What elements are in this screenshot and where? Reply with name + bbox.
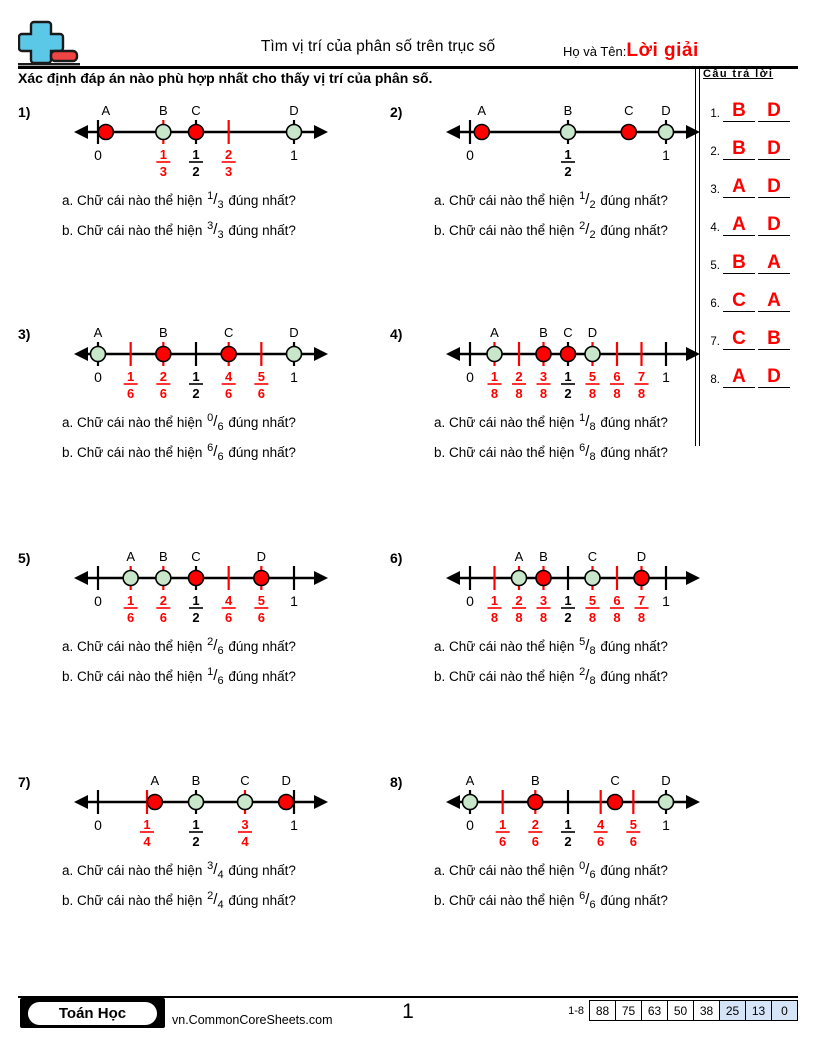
answer-row (703, 274, 803, 312)
number-line-point (536, 571, 551, 586)
question-number: 1) (18, 104, 31, 120)
tick-label: 1 (290, 817, 298, 833)
number-line-point (474, 125, 489, 140)
number-line-point (287, 347, 302, 362)
tick-label-numerator: 1 (490, 593, 499, 608)
tick-label-denominator: 3 (225, 164, 233, 179)
tick-label: 1 (662, 369, 670, 385)
number-line-point (238, 795, 253, 810)
tick-label-denominator: 6 (127, 386, 135, 401)
answer-blank-b[interactable]: D (758, 214, 790, 236)
number-line-point (463, 795, 478, 810)
tick-label: 0 (466, 817, 474, 833)
inline-fraction: $^1/_8$ (579, 412, 596, 433)
tick-label: 0 (94, 817, 102, 833)
number-line-point (189, 571, 204, 586)
question-part-a: a. Chữ cái nào thể hiện $^5/_8$ đúng nhất? (434, 636, 668, 657)
question-number: 3) (18, 326, 31, 342)
tick-label-denominator: 6 (499, 834, 507, 849)
tick-label-denominator: 6 (629, 834, 637, 849)
answer-key-heading: Câu trả lời (703, 68, 774, 80)
tick-label-numerator: 1 (159, 147, 167, 162)
number-line (66, 542, 346, 638)
number-line-container (438, 542, 718, 634)
tick-label-denominator: 8 (490, 386, 499, 401)
number-line-point (189, 795, 204, 810)
inline-fraction: $^1/_2$ (579, 190, 596, 211)
answer-row (703, 312, 803, 350)
score-box-list (589, 1000, 798, 1021)
point-label: C (191, 549, 201, 564)
tick-label-denominator: 8 (490, 610, 499, 625)
tick-label-denominator: 8 (637, 386, 646, 401)
tick-label-numerator: 5 (588, 369, 597, 384)
tick-label-numerator: 1 (127, 369, 135, 384)
tick-label-denominator: 8 (539, 386, 548, 401)
point-label: B (158, 103, 168, 118)
tick-label-denominator: 3 (159, 164, 167, 179)
plus-minus-logo-icon (18, 18, 80, 66)
tick-label-denominator: 4 (143, 834, 151, 849)
tick-label-denominator: 2 (564, 164, 572, 179)
number-line-point (156, 125, 171, 140)
question-number: 2) (390, 104, 403, 120)
answer-row-number: 2. (710, 146, 720, 158)
question-part-a: a. Chữ cái nào thể hiện $^0/_6$ đúng nhất? (62, 412, 296, 433)
tick-label-numerator: 4 (225, 593, 233, 608)
number-line-point (279, 795, 294, 810)
number-line (438, 96, 718, 192)
answer-row (703, 84, 803, 122)
tick-label-numerator: 1 (192, 817, 200, 832)
answer-row-number: 6. (710, 298, 720, 310)
score-box: 63 (642, 1001, 668, 1020)
tick-label-numerator: 5 (257, 593, 265, 608)
tick-label-denominator: 4 (241, 834, 249, 849)
answer-row (703, 236, 803, 274)
score-box: 88 (590, 1001, 616, 1020)
tick-label-numerator: 1 (127, 593, 135, 608)
tick-label: 1 (290, 593, 298, 609)
tick-label-numerator: 6 (613, 369, 621, 384)
tick-label-numerator: 5 (629, 817, 637, 832)
score-box: 0 (772, 1001, 797, 1020)
point-label: C (191, 103, 201, 118)
page-title: Tìm vị trí của phân số trên trục số (260, 38, 496, 55)
point-label: A (465, 773, 475, 788)
tick-label-denominator: 2 (192, 164, 200, 179)
answer-blank-a[interactable]: B (723, 138, 755, 160)
number-line-point (98, 125, 113, 140)
number-line (66, 766, 346, 862)
tick-label-denominator: 8 (515, 386, 523, 401)
point-label: A (477, 103, 487, 118)
answer-blank-b[interactable]: B (758, 328, 790, 350)
point-label: B (530, 773, 540, 788)
question-part-b: b. Chữ cái nào thể hiện $^2/_4$ đúng nhất? (62, 890, 296, 911)
tick-label-denominator: 6 (597, 834, 605, 849)
tick-label-numerator: 2 (515, 369, 523, 384)
tick-label: 1 (662, 817, 670, 833)
tick-label-denominator: 6 (257, 610, 265, 625)
question-part-a: a. Chữ cái nào thể hiện $^2/_6$ đúng nhất? (62, 636, 296, 657)
brand-badge-label: Toán Học (28, 1002, 157, 1025)
score-range-label: 1-8 (568, 1004, 584, 1017)
answer-blank-a[interactable]: C (723, 290, 755, 312)
question-number: 6) (390, 550, 403, 566)
tick-label-denominator: 8 (588, 610, 597, 625)
number-line-point (156, 347, 171, 362)
tick-label-numerator: 1 (192, 369, 200, 384)
tick-label-denominator: 2 (564, 834, 572, 849)
tick-label-numerator: 1 (564, 593, 572, 608)
number-line-point (561, 347, 576, 362)
number-line-container (66, 96, 346, 188)
answer-blank-a[interactable]: A (723, 366, 755, 388)
tick-label-numerator: 6 (613, 593, 621, 608)
question-number: 4) (390, 326, 403, 342)
answer-row-number: 5. (710, 260, 720, 272)
number-line-point (634, 571, 649, 586)
answer-blank-b[interactable]: D (758, 366, 790, 388)
inline-fraction: $^0/_6$ (207, 412, 224, 433)
tick-label-denominator: 8 (539, 610, 548, 625)
question-part-b: b. Chữ cái nào thể hiện $^6/_8$ đúng nhất? (434, 442, 668, 463)
tick-label-numerator: 1 (564, 369, 572, 384)
answer-row-number: 4. (710, 222, 720, 234)
point-label: A (101, 103, 111, 118)
number-line-point (156, 571, 171, 586)
number-line-point (123, 571, 138, 586)
number-line-point (512, 571, 527, 586)
tick-label-numerator: 2 (159, 369, 167, 384)
score-scale (568, 1000, 798, 1021)
tick-label-denominator: 8 (588, 386, 597, 401)
number-line-point (221, 347, 236, 362)
answer-blank-a[interactable]: B (723, 252, 755, 274)
point-label: B (158, 325, 168, 340)
score-box: 75 (616, 1001, 642, 1020)
question-part-b: b. Chữ cái nào thể hiện $^6/_6$ đúng nhất? (62, 442, 296, 463)
name-field-group (563, 40, 699, 62)
answer-key-column (703, 68, 803, 388)
inline-fraction: $^3/_3$ (207, 220, 224, 241)
tick-label-numerator: 1 (499, 817, 507, 832)
answer-row (703, 122, 803, 160)
number-line (438, 542, 718, 638)
number-line-point (561, 125, 576, 140)
tick-label-numerator: 3 (539, 593, 548, 608)
number-line-container (438, 766, 718, 858)
inline-fraction: $^5/_8$ (579, 636, 596, 657)
page-number: 1 (402, 1000, 414, 1023)
question-part-a: a. Chữ cái nào thể hiện $^1/_2$ đúng nhất? (434, 190, 668, 211)
inline-fraction: $^6/_6$ (207, 442, 224, 463)
point-label: C (587, 549, 598, 564)
tick-label: 1 (290, 147, 298, 163)
tick-label-denominator: 8 (613, 386, 621, 401)
inline-fraction: $^0/_6$ (579, 860, 596, 881)
point-label: B (563, 103, 573, 118)
tick-label: 1 (290, 369, 298, 385)
answer-row-number: 8. (710, 374, 720, 386)
number-line-point (147, 795, 162, 810)
tick-label-numerator: 2 (225, 147, 233, 162)
number-line-point (621, 125, 636, 140)
point-label: D (661, 773, 671, 788)
tick-label-numerator: 2 (531, 817, 539, 832)
inline-fraction: $^2/_8$ (579, 666, 596, 687)
point-label: D (289, 103, 299, 118)
number-line (438, 766, 718, 862)
question-part-a: a. Chữ cái nào thể hiện $^1/_3$ đúng nhất? (62, 190, 296, 211)
tick-label-numerator: 2 (159, 593, 167, 608)
point-label: C (610, 773, 620, 788)
number-line-point (659, 125, 674, 140)
answer-row-number: 3. (710, 184, 720, 196)
number-line (66, 96, 346, 192)
question-part-b: b. Chữ cái nào thể hiện $^6/_6$ đúng nhất? (434, 890, 668, 911)
tick-label-numerator: 1 (564, 817, 572, 832)
tick-label-denominator: 6 (257, 386, 265, 401)
inline-fraction: $^2/_2$ (579, 220, 596, 241)
point-label: C (624, 103, 634, 118)
tick-label: 0 (466, 593, 474, 609)
name-label: Họ và Tên: (563, 44, 627, 59)
tick-label-denominator: 2 (192, 834, 200, 849)
answer-blank-b[interactable]: A (758, 252, 790, 274)
tick-label-denominator: 6 (159, 386, 167, 401)
tick-label-numerator: 7 (637, 593, 646, 608)
question-part-a: a. Chữ cái nào thể hiện $^1/_8$ đúng nhất? (434, 412, 668, 433)
inline-fraction: $^2/_4$ (207, 890, 224, 911)
answer-blank-b[interactable]: D (758, 100, 790, 122)
score-box: 25 (720, 1001, 746, 1020)
answer-blank-a[interactable]: B (723, 100, 755, 122)
tick-label-numerator: 7 (637, 369, 646, 384)
tick-label-denominator: 8 (613, 610, 621, 625)
point-label: D (661, 103, 671, 118)
point-label: D (587, 325, 598, 340)
number-line-container (66, 766, 346, 858)
answer-row-number: 7. (710, 336, 720, 348)
number-line-point (659, 795, 674, 810)
tick-label: 0 (94, 369, 102, 385)
number-line (66, 318, 346, 414)
name-value: Lời giải (626, 40, 699, 61)
tick-label-denominator: 2 (192, 610, 200, 625)
answer-row-number: 1. (710, 108, 720, 120)
question-part-a: a. Chữ cái nào thể hiện $^3/_4$ đúng nhất? (62, 860, 296, 881)
answer-row (703, 160, 803, 198)
question-part-b: b. Chữ cái nào thể hiện $^3/_3$ đúng nhất? (62, 220, 296, 241)
tick-label-numerator: 5 (257, 369, 265, 384)
number-line-point (487, 347, 502, 362)
tick-label-denominator: 8 (637, 610, 646, 625)
number-line-point (254, 571, 269, 586)
inline-fraction: $^1/_3$ (207, 190, 224, 211)
inline-fraction: $^1/_6$ (207, 666, 224, 687)
tick-label-denominator: 8 (515, 610, 523, 625)
point-label: D (636, 549, 647, 564)
tick-label-numerator: 1 (143, 817, 151, 832)
inline-fraction: $^6/_6$ (579, 890, 596, 911)
site-url: vn.CommonCoreSheets.com (172, 1013, 333, 1027)
inline-fraction: $^6/_8$ (579, 442, 596, 463)
tick-label-numerator: 5 (588, 593, 597, 608)
point-label: A (150, 773, 160, 788)
tick-label-denominator: 2 (564, 610, 572, 625)
number-line-point (287, 125, 302, 140)
answer-row (703, 350, 803, 388)
point-label: D (256, 549, 267, 564)
score-box: 38 (694, 1001, 720, 1020)
number-line-point (585, 347, 600, 362)
inline-fraction: $^3/_4$ (207, 860, 224, 881)
question-number: 8) (390, 774, 403, 790)
tick-label: 0 (94, 593, 102, 609)
answer-blank-b[interactable]: A (758, 290, 790, 312)
question-part-b: b. Chữ cái nào thể hiện $^2/_2$ đúng nhất? (434, 220, 668, 241)
tick-label-denominator: 6 (531, 834, 539, 849)
point-label: A (93, 325, 103, 340)
answer-blank-a[interactable]: C (723, 328, 755, 350)
number-line (438, 318, 718, 414)
tick-label-numerator: 1 (564, 147, 572, 162)
score-box: 50 (668, 1001, 694, 1020)
tick-label: 0 (94, 147, 102, 163)
point-label: B (191, 773, 201, 788)
score-box: 13 (746, 1001, 772, 1020)
tick-label: 1 (662, 147, 670, 163)
point-label: A (514, 549, 524, 564)
tick-label: 0 (466, 147, 474, 163)
tick-label-numerator: 4 (225, 369, 233, 384)
number-line-point (528, 795, 543, 810)
point-label: A (490, 325, 499, 340)
answer-blank-b[interactable]: D (758, 138, 790, 160)
question-number: 5) (18, 550, 31, 566)
point-label: B (158, 549, 168, 564)
tick-label: 1 (662, 593, 670, 609)
tick-label-denominator: 6 (127, 610, 135, 625)
question-number: 7) (18, 774, 31, 790)
answer-row (703, 198, 803, 236)
tick-label-numerator: 4 (597, 817, 605, 832)
question-part-b: b. Chữ cái nào thể hiện $^2/_8$ đúng nhất? (434, 666, 668, 687)
number-line-point (189, 125, 204, 140)
tick-label-numerator: 3 (539, 369, 548, 384)
point-label: A (126, 549, 136, 564)
question-part-b: b. Chữ cái nào thể hiện $^1/_6$ đúng nhất? (62, 666, 296, 687)
tick-label-denominator: 6 (159, 610, 167, 625)
header-divider (18, 66, 798, 69)
point-label: B (539, 325, 548, 340)
tick-label-numerator: 3 (241, 817, 249, 832)
inline-fraction: $^2/_6$ (207, 636, 224, 657)
number-line-point (608, 795, 623, 810)
number-line-point (91, 347, 106, 362)
tick-label-denominator: 6 (225, 610, 233, 625)
point-label: D (281, 773, 291, 788)
point-label: B (539, 549, 548, 564)
tick-label-denominator: 2 (564, 386, 572, 401)
number-line-point (585, 571, 600, 586)
point-label: C (240, 773, 250, 788)
point-label: C (563, 325, 573, 340)
answer-blank-a[interactable]: A (723, 214, 755, 236)
number-line-container (66, 542, 346, 634)
page-header (18, 14, 798, 66)
number-line-container (438, 318, 718, 410)
instruction-text: Xác định đáp án nào phù hợp nhất cho thấy vị trí của phân số. (18, 70, 433, 86)
tick-label-numerator: 1 (192, 593, 200, 608)
tick-label: 0 (466, 369, 474, 385)
tick-label-denominator: 6 (225, 386, 233, 401)
question-part-a: a. Chữ cái nào thể hiện $^0/_6$ đúng nhất? (434, 860, 668, 881)
number-line-container (438, 96, 718, 188)
tick-label-numerator: 1 (490, 369, 499, 384)
number-line-point (536, 347, 551, 362)
tick-label-numerator: 2 (515, 593, 523, 608)
answer-blank-a[interactable]: A (723, 176, 755, 198)
tick-label-denominator: 2 (192, 386, 200, 401)
answer-blank-b[interactable]: D (758, 176, 790, 198)
point-label: D (289, 325, 299, 340)
tick-label-numerator: 1 (192, 147, 200, 162)
point-label: C (223, 325, 234, 340)
number-line-container (66, 318, 346, 410)
